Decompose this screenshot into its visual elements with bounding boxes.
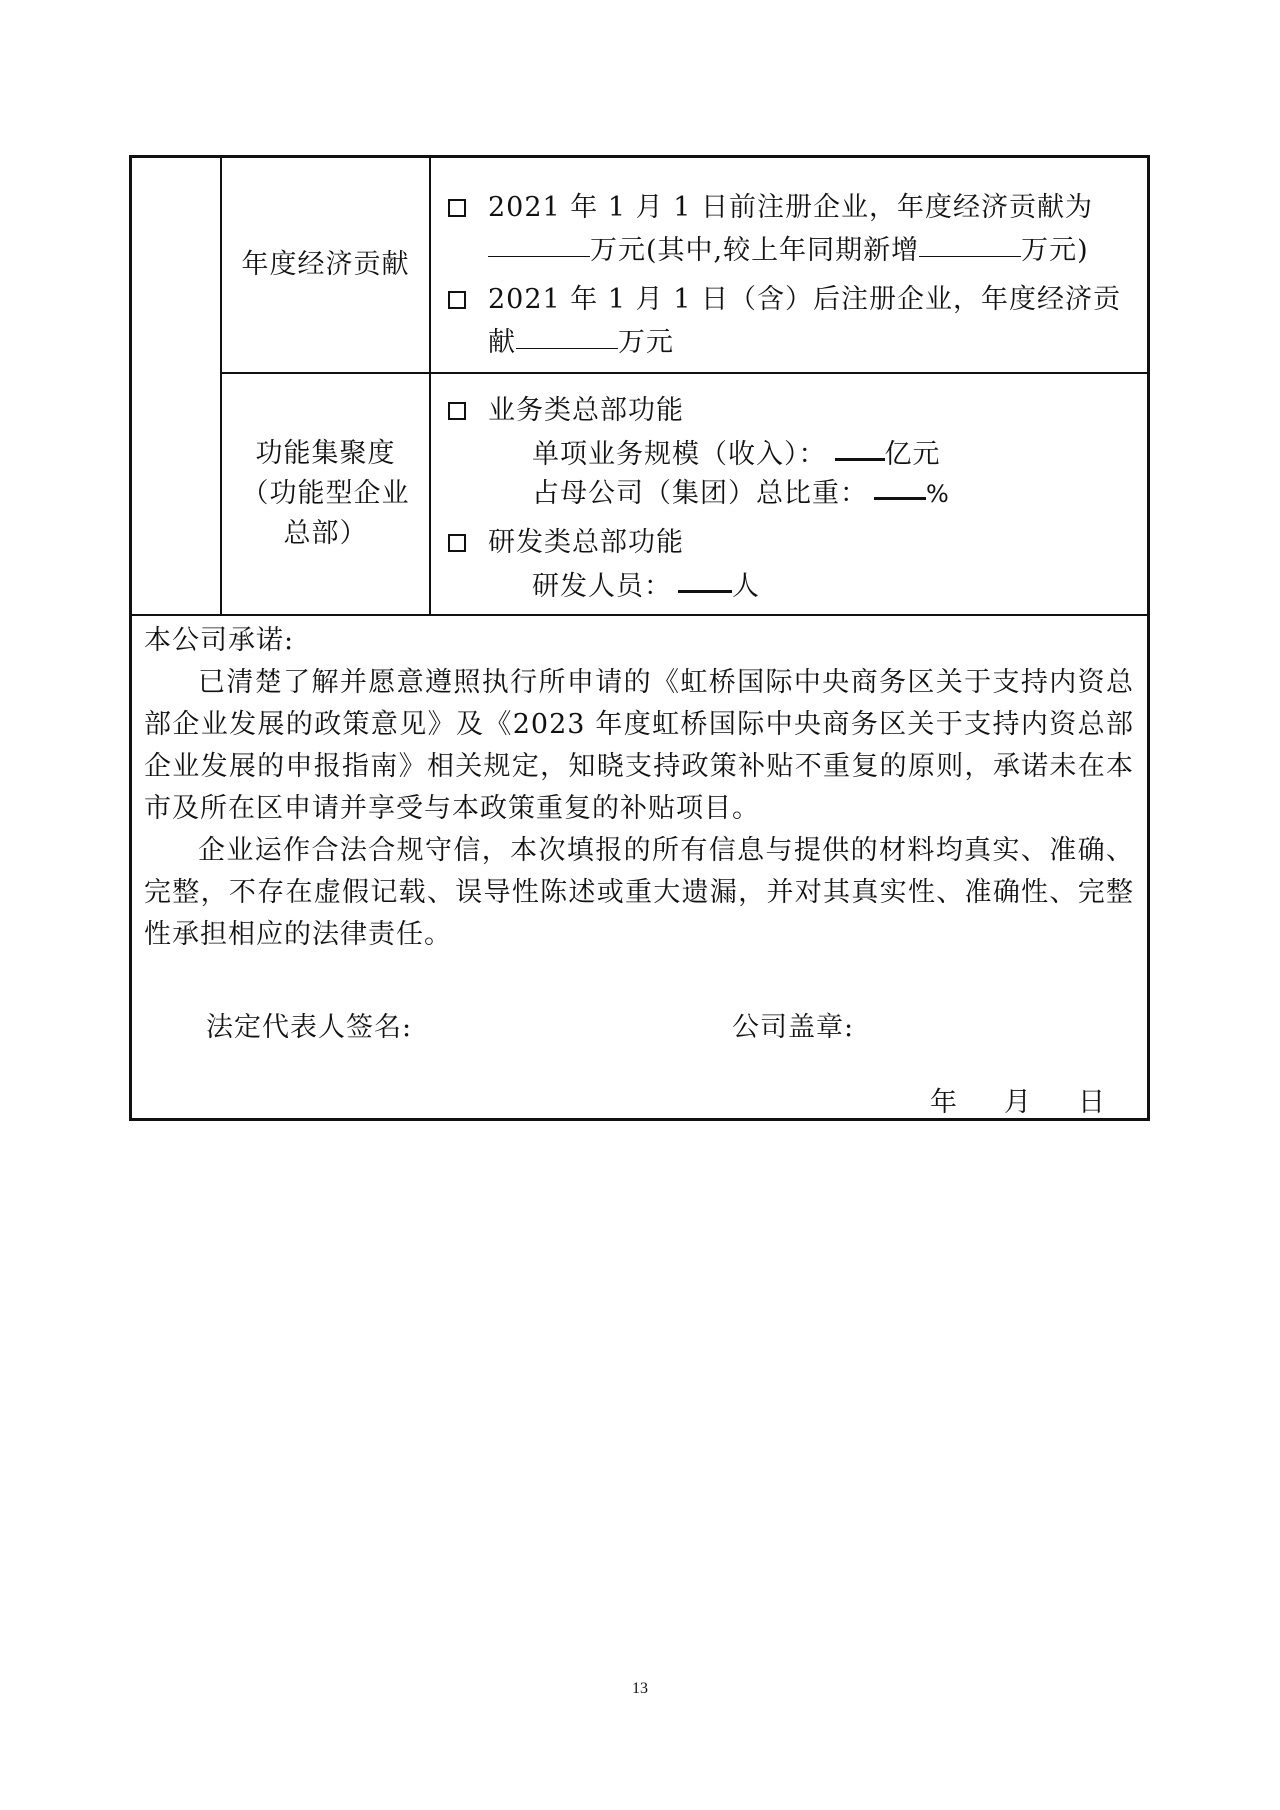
function-aggregation-label: 功能集聚度 （功能型企业 总部） <box>241 438 410 549</box>
economic-option-1 <box>448 188 1093 228</box>
business-ratio-line: 占母公司（集团）总比重： % <box>532 469 950 514</box>
economic-option-2 <box>448 280 1121 320</box>
rnd-hq-title: 研发类总部功能 <box>488 527 684 558</box>
business-hq-option <box>448 391 684 431</box>
checkbox-rnd-hq[interactable] <box>448 534 466 552</box>
economic-option-1-text: 2021 年 1 月 1 日前注册企业，年度经济贡献为 <box>488 192 1093 223</box>
promise-paragraph-1: 已清楚了解并愿意遵照执行所申请的《虹桥国际中央商务区关于支持内资总部企业发展的政策意见》及《2023 年度虹桥国际中央商务区关于支持内资总部企业发展的申报指南》相关规定，知晓支持政策补贴不重复的原则，承诺未在本市及所在区申请并享受与本政策重复的补贴项目。 <box>144 667 1134 824</box>
promise-section <box>144 620 1134 956</box>
business-ratio-field[interactable] <box>874 469 926 500</box>
economic-contribution-field[interactable] <box>516 320 618 349</box>
economic-contribution-label: 年度经济贡献 <box>241 249 410 280</box>
checkbox-post-2021[interactable] <box>448 291 466 309</box>
economic-option-2-text: 2021 年 1 月 1 日（含）后注册企业，年度经济贡 <box>488 284 1121 315</box>
promise-heading: 本公司承诺: <box>144 625 295 656</box>
economic-option-1-line2: 万元(其中,较上年同期新增 万元) <box>488 228 1089 271</box>
rnd-staff-field[interactable] <box>678 562 732 593</box>
page-number: 13 <box>632 1680 648 1697</box>
seal-label: 公司盖章: <box>732 1012 855 1043</box>
date-year: 年 <box>930 1087 958 1118</box>
date-month: 月 <box>1004 1087 1032 1118</box>
economic-option-2-line2: 献 万元 <box>488 320 674 363</box>
checkbox-business-hq[interactable] <box>448 402 466 420</box>
checkbox-pre-2021[interactable] <box>448 199 466 217</box>
rnd-staff-line: 研发人员： 人 <box>532 562 760 607</box>
business-hq-title: 业务类总部功能 <box>488 395 684 426</box>
col-divider-2 <box>429 158 431 614</box>
economic-increase-field[interactable] <box>919 228 1021 257</box>
business-scale-line: 单项业务规模（收入）： 亿元 <box>532 430 941 475</box>
date-day: 日 <box>1078 1087 1106 1118</box>
promise-paragraph-2: 企业运作合法合规守信，本次填报的所有信息与提供的材料均真实、准确、完整，不存在虚假记载、误导性陈述或重大遗漏，并对其真实性、准确性、完整性承担相应的法律责任。 <box>144 835 1134 950</box>
rnd-hq-option <box>448 523 684 563</box>
row-divider-2 <box>132 614 1147 616</box>
application-form-table <box>129 155 1150 1121</box>
signature-label: 法定代表人签名: <box>206 1012 413 1043</box>
economic-amount-field[interactable] <box>488 228 590 257</box>
business-scale-field[interactable] <box>835 430 885 461</box>
